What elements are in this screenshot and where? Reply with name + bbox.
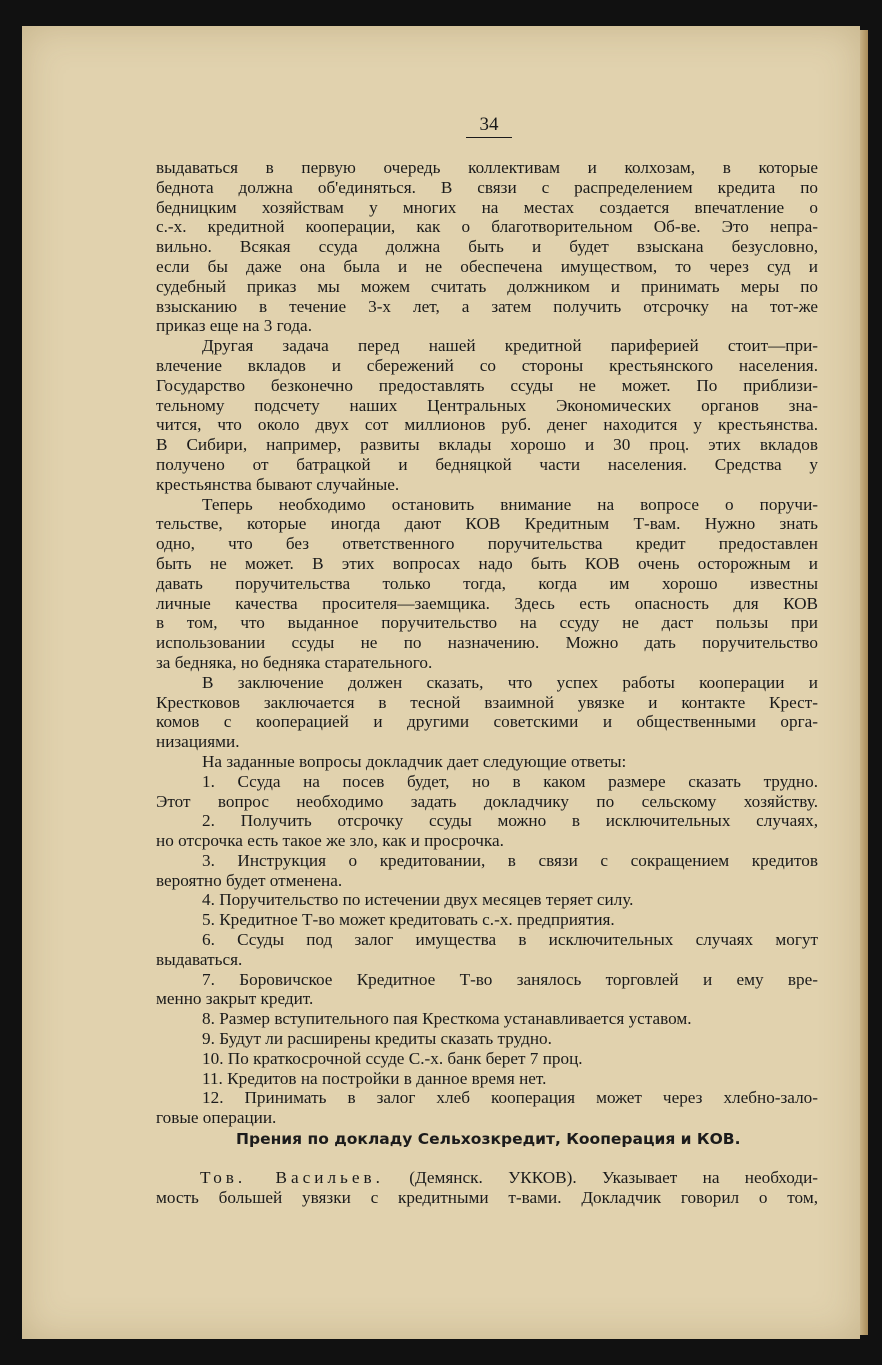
text-line: одно, что без ответственного поручительства кредит предоставлен [156,534,818,554]
text-line: чится, что около двух сот миллионов руб. денег находится у крестьянства. [156,415,818,435]
text-line: выдаваться в первую очередь коллективам и колхозам, в которые [156,158,818,177]
text-line: низациями. [156,732,240,752]
text-line: давать поручительства только тогда, когда им хорошо известны [156,573,818,593]
text-line: выдаваться. [156,949,243,969]
text-line: В Сибири, например, развиты вклады хорошо и 30 проц. этих вкладов [156,435,818,455]
text-line: судебный приказ мы можем считать должником и принимать меры по [156,276,818,296]
page-number: 34 [466,114,512,138]
discussion-second-line: мость большей увязки с кредитными т-вами. Докладчик говорил о том, [156,1188,818,1207]
text-line: Крестковов заключается в тесной взаимной увязке и контакте Крест- [156,692,818,712]
text-line: быть не может. В этих вопросах надо быть КОВ очень осторожным и [156,553,818,573]
text-line: приказ еще на 3 года. [156,316,312,336]
text-line: с.-х. кредитной кооперации, как о благотворительном Об-ве. Это непра- [156,217,818,237]
text-line: 8. Размер вступительного пая Кресткома устанавливается уставом. [202,1009,692,1029]
text-line: На заданные вопросы докладчик дает следующие ответы: [202,751,627,771]
text-line: получено от батрацкой и бедняцкой части населения. Средства у [156,454,818,474]
text-line: крестьянства бывают случайные. [156,474,400,494]
text-line: вероятно будет отменена. [156,870,343,890]
text-line: Теперь необходимо остановить внимание на вопросе о поручи- [202,494,818,514]
text-line: говые операции. [156,1108,277,1128]
section-heading: Прения по докладу Сельхозкредит, Кооперация и КОВ. [236,1130,741,1148]
text-line: комов с кооперацией и другими советскими и общественными орга- [156,712,818,732]
text-line: 5. Кредитное Т-во может кредитовать с.-х. предприятия. [202,910,615,930]
text-line: тельному подсчету наших Центральных Экономических органов зна- [156,395,818,415]
text-line: 7. Боровичское Кредитное Т-во занялось торговлей и ему вре- [202,969,818,989]
text-line: Другая задача перед нашей кредитной париферией стоит—при- [202,336,818,356]
text-line: если бы даже она была и не обеспечена имуществом, то через суд и [156,256,818,276]
text-line: в том, что выданное поручительство на ссуду не даст пользы при [156,613,818,633]
text-line: беднота должна об'единяться. В связи с распределением кредита по [156,177,818,197]
text-line: тельстве, которые иногда дают КОВ Кредитным Т-вам. Нужно знать [156,514,818,534]
text-line: вильно. Всякая ссуда должна быть и будет взыскана безусловно, [156,237,818,257]
text-line: использовании ссуды не по назначению. Можно дать поручительство [156,633,818,653]
text-line: взысканию в течение 3-х лет, а затем получить отсрочку на тот-же [156,296,818,316]
text-line: менно закрыт кредит. [156,989,314,1009]
text-line: 12. Принимать в залог хлеб кооперация может через хлебно-зало- [202,1088,818,1108]
discussion-first-line [156,1168,818,1188]
text-line: 1. Ссуда на посев будет, но в каком размере сказать трудно. [202,771,818,791]
text-line: 3. Инструкция о кредитовании, в связи с сокращением кредитов [202,850,818,870]
text-line: 4. Поручительство по истечении двух месяцев теряет силу. [202,890,634,910]
text-line: 6. Ссуды под залог имущества в исключительных случаях могут [202,930,818,950]
text-line: бедницким хозяйствам у многих на местах создается впечатление о [156,197,818,217]
body-text [156,158,818,1128]
text-line: влечение вкладов и сбережений со стороны крестьянского населения. [156,355,818,375]
text-line: 2. Получить отсрочку ссуды можно в исключительных случаях, [202,811,818,831]
text-line: личные качества просителя—заемщика. Здесь есть опасность для КОВ [156,593,818,613]
text-line: за бедняка, но бедняка старательного. [156,652,433,672]
text-line: 9. Будут ли расширены кредиты сказать трудно. [202,1029,552,1049]
text-line: Этот вопрос необходимо задать докладчику по сельскому хозяйству. [156,791,818,811]
speaker-line-rest: (Демянск. УККОВ). Указывает на необходи- [409,1168,818,1187]
text-line: 11. Кредитов на постройки в данное время нет. [202,1068,547,1088]
text-line: 10. По краткосрочной ссуде С.-х. банк берет 7 проц. [202,1048,583,1068]
discussion-paragraph [156,1168,818,1208]
text-line: но отсрочка есть такое же зло, как и просрочка. [156,831,504,851]
text-line: В заключение должен сказать, что успех работы кооперации и [202,672,818,692]
text-line: Государство безконечно предоставлять ссуды не может. По приблизи- [156,375,818,395]
speaker-name: Тов. Васильев. [200,1168,384,1187]
